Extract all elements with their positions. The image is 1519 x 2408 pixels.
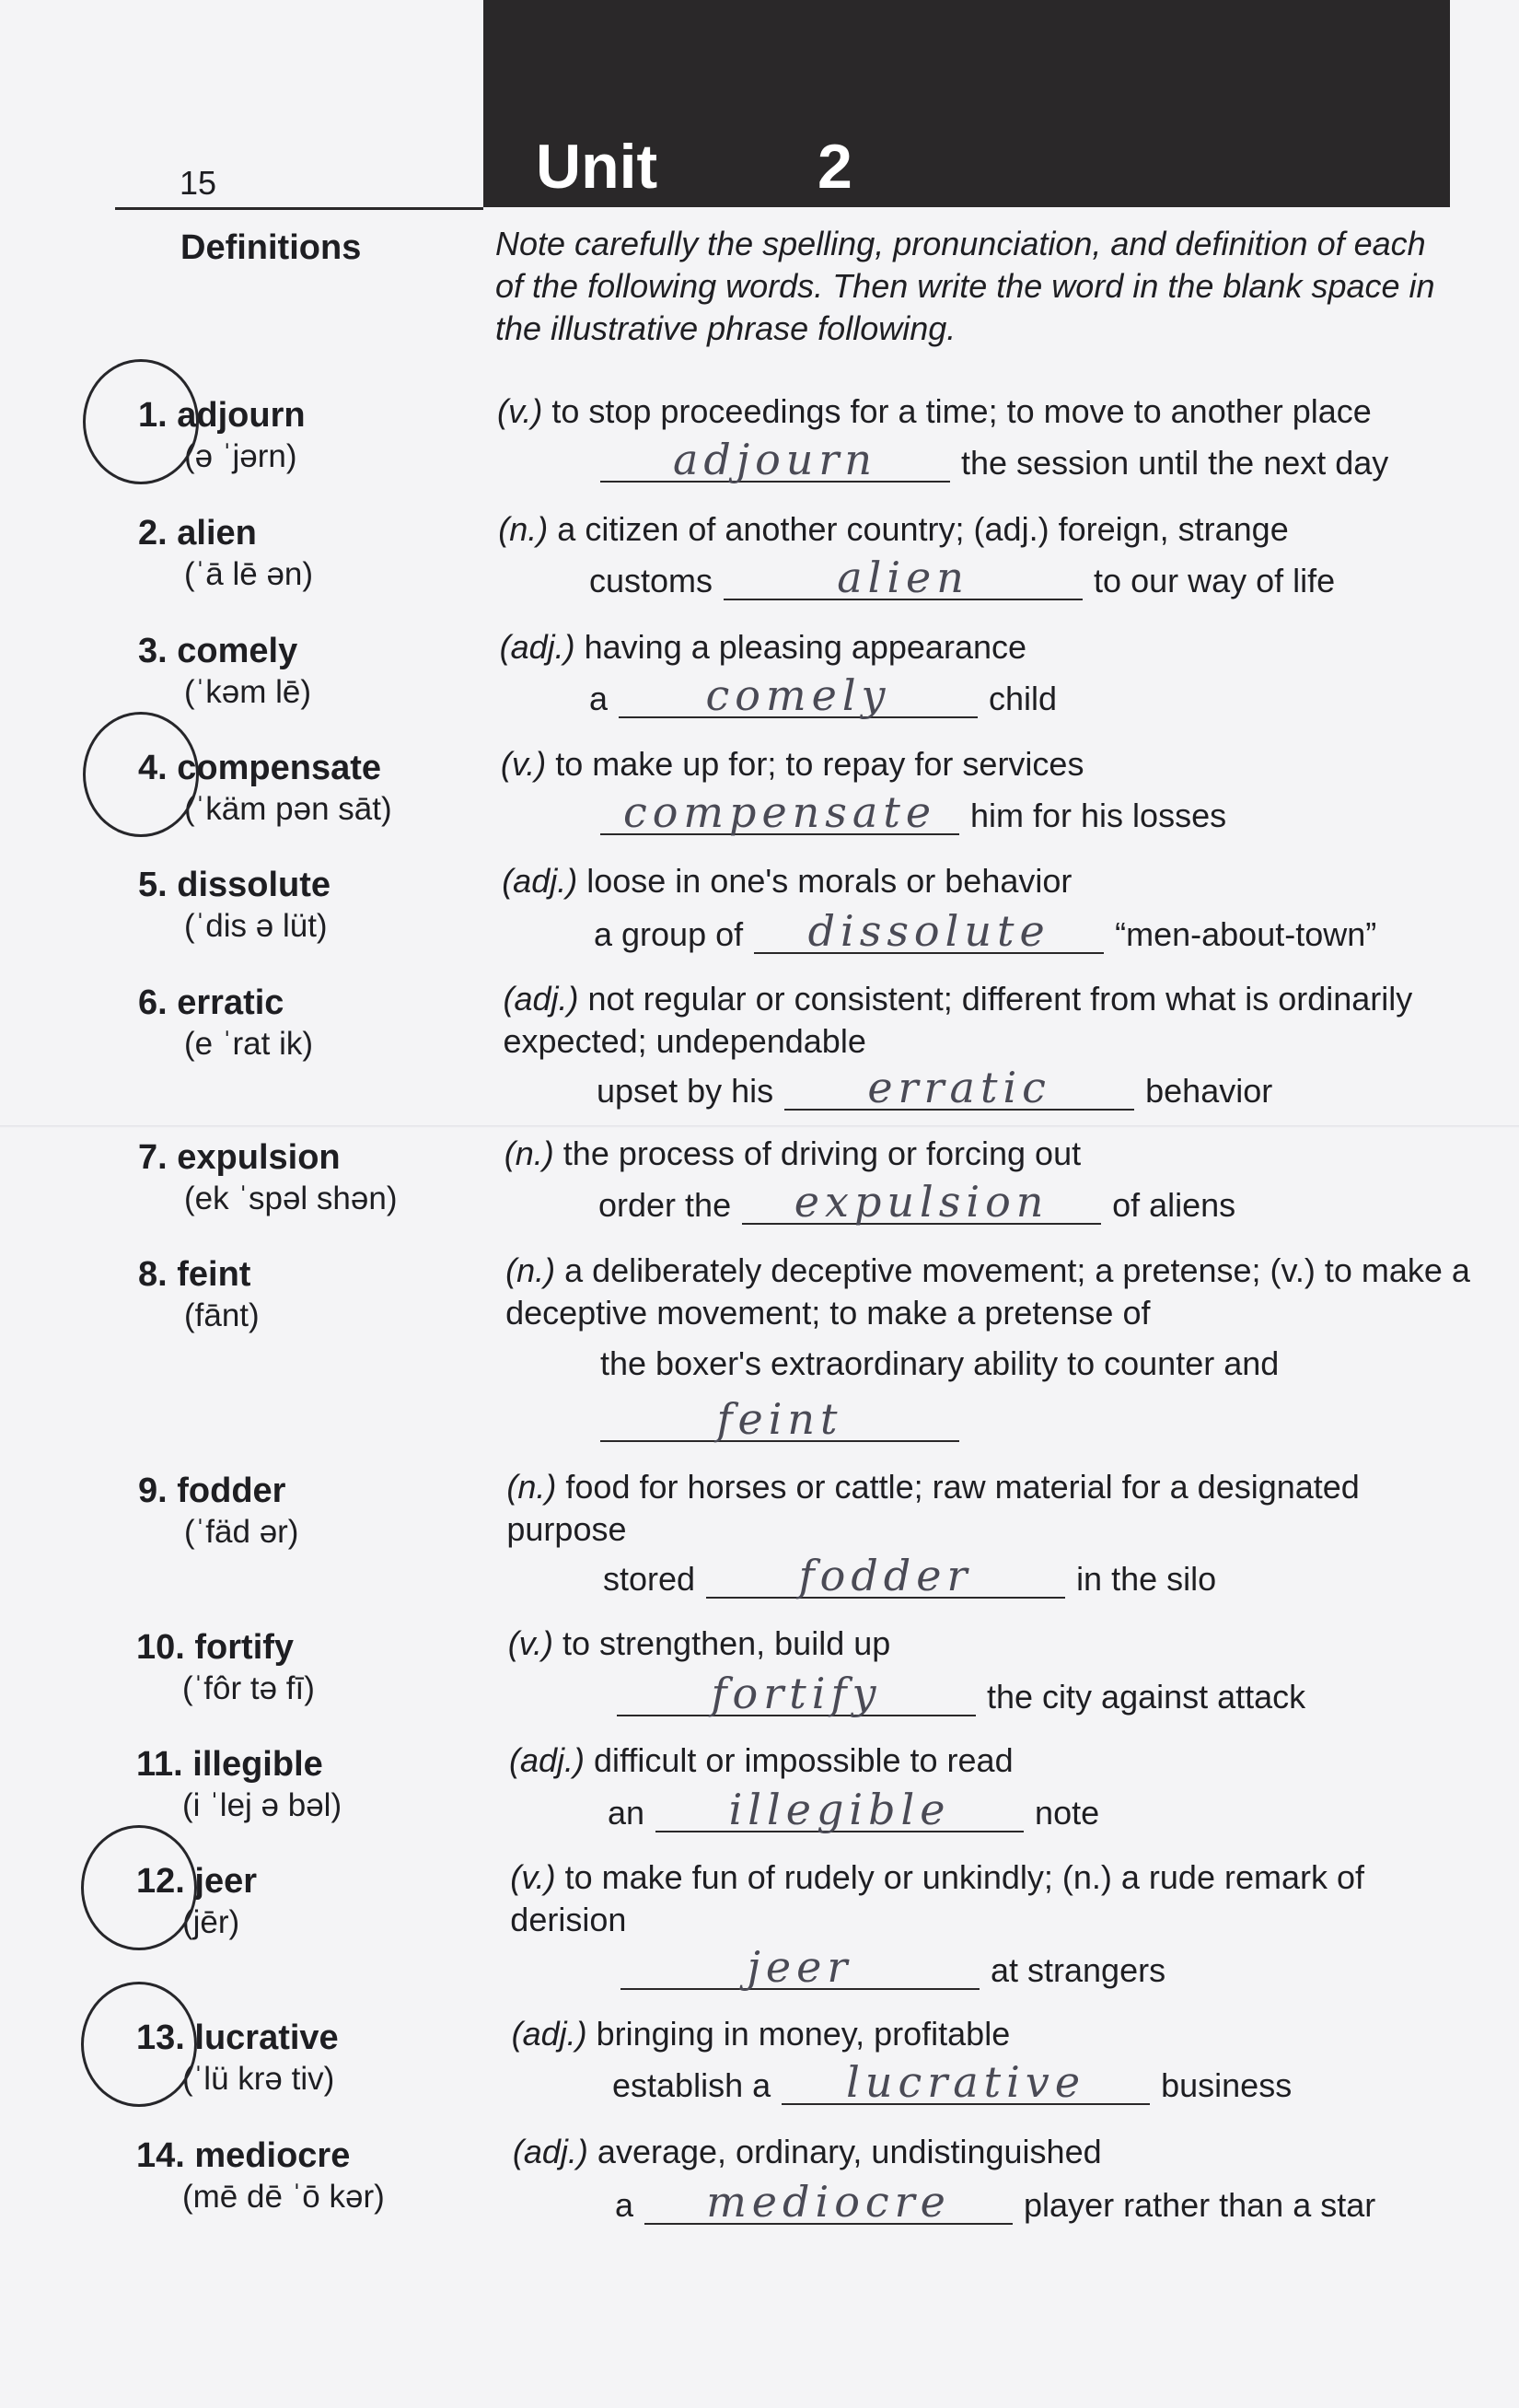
phrase-after: to our way of life (1094, 562, 1336, 599)
handwritten-answer: illegible (728, 1785, 951, 1834)
answer-blank[interactable] (619, 670, 978, 720)
instructions: Note carefully the spelling, pronunciation, and definition of each of the following words. Then write the word in the blank space in the illustrative phrase following. (495, 225, 1435, 347)
entry-pronunciation: (ə ˈjərn) (184, 438, 297, 474)
phrase-before: customs (589, 562, 713, 599)
illustrative-phrase (608, 1785, 1100, 1834)
handwritten-answer: compensate (622, 787, 937, 837)
definition-text: to stop proceedings for a time; to move to another place (542, 392, 1372, 430)
entry-definition (504, 1133, 1480, 1175)
handwritten-answer: jeer (747, 1942, 853, 1992)
definition-text: to make fun of rudely or unkindly; (n.) a rude remark of derision (510, 1858, 1365, 1938)
definition-text: the process of driving or forcing out (553, 1134, 1082, 1172)
phrase-after: business (1161, 2066, 1293, 2104)
illustrative-phrase (612, 2057, 1293, 2107)
unit-label: Unit (536, 132, 658, 202)
phrase-after: the city against attack (987, 1678, 1306, 1716)
entry-word: 12. jeer (136, 1862, 257, 1901)
answer-blank[interactable] (600, 787, 959, 837)
definition-text: not regular or consistent; different from what is ordinarily expected; undependable (503, 980, 1413, 1060)
phrase-after: at strangers (991, 1951, 1166, 1989)
phrase-after: note (1035, 1794, 1100, 1832)
answer-blank[interactable] (782, 2057, 1150, 2107)
answer-blank[interactable] (600, 435, 950, 484)
phrase-before: a (589, 680, 609, 717)
entry-pronunciation: (ˈfäd ər) (184, 1514, 299, 1550)
phrase-before: order the (598, 1186, 732, 1224)
illustrative-phrase (615, 2177, 1376, 2227)
phrase-before: establish a (612, 2066, 771, 2104)
entry-definition (512, 2013, 1488, 2055)
part-of-speech: (v.) (510, 1858, 556, 1896)
phrase-after: child (989, 680, 1058, 717)
phrase-before: an (608, 1794, 645, 1832)
entry-word: 8. feint (138, 1255, 251, 1294)
entry-pronunciation: (i ˈlej ə bəl) (182, 1787, 342, 1823)
answer-blank[interactable] (742, 1177, 1101, 1227)
answer-blank[interactable] (655, 1785, 1024, 1834)
pencil-circle-mark (81, 1825, 197, 1950)
part-of-speech: (adj.) (499, 628, 575, 666)
phrase-before: stored (603, 1560, 696, 1598)
entry-word: 10. fortify (136, 1628, 295, 1667)
entry-word: 11. illegible (136, 1745, 323, 1784)
entry-definition (504, 978, 1479, 1063)
phrase-after: behavior (1145, 1072, 1273, 1110)
phrase-after: in the silo (1076, 1560, 1217, 1598)
entry-definition (502, 860, 1478, 902)
unit-number: 2 (817, 132, 852, 202)
entry-pronunciation: (ˈā lē ən) (184, 556, 314, 592)
part-of-speech: (n.) (505, 1251, 556, 1289)
entry-definition (510, 1856, 1486, 1941)
phrase-before: a (615, 2186, 634, 2224)
entry-pronunciation: (ˈfôr tə fī) (182, 1670, 315, 1706)
answer-blank[interactable] (644, 2177, 1013, 2227)
definition-text: average, ordinary, undistinguished (587, 2133, 1102, 2170)
definition-text: difficult or impossible to read (585, 1741, 1014, 1779)
definitions-heading: Definitions (180, 228, 362, 267)
entry-pronunciation: (fānt) (184, 1297, 260, 1333)
entry-definition (505, 1250, 1481, 1334)
illustrative-phrase (597, 1063, 1273, 1112)
entry-definition (498, 508, 1474, 551)
illustrative-phrase (594, 906, 1377, 956)
entry-pronunciation: (ek ˈspəl shən) (184, 1181, 398, 1216)
handwritten-answer: expulsion (794, 1177, 1049, 1227)
entry-word: 5. dissolute (138, 866, 331, 904)
entry-word: 3. comely (138, 632, 298, 670)
handwritten-answer: erratic (867, 1063, 1051, 1112)
definition-text: to make up for; to repay for services (546, 745, 1084, 783)
illustrative-phrase (603, 1551, 1217, 1600)
answer-blank[interactable] (784, 1063, 1134, 1112)
entry-word: 2. alien (138, 514, 257, 553)
answer-blank[interactable] (706, 1551, 1065, 1600)
header-rule (115, 207, 483, 210)
illustrative-phrase (598, 1177, 1236, 1227)
definition-text: to strengthen, build up (553, 1624, 891, 1662)
answer-blank[interactable] (600, 1394, 959, 1444)
definition-text: a citizen of another country; (adj.) foreign, strange (548, 510, 1289, 548)
entry-definition (497, 390, 1473, 433)
handwritten-answer: fortify (711, 1669, 882, 1718)
part-of-speech: (n.) (506, 1468, 557, 1506)
phrase-before: upset by his (597, 1072, 774, 1110)
phrase-after: the session until the next day (961, 444, 1389, 482)
illustrative-phrase (589, 435, 1389, 484)
handwritten-answer: mediocre (706, 2177, 951, 2227)
illustrative-phrase (589, 670, 1058, 720)
pencil-circle-mark (81, 1982, 197, 2107)
entry-definition (508, 1623, 1484, 1665)
entry-pronunciation: (e ˈrat ik) (184, 1026, 313, 1062)
entry-pronunciation: (ˈlü krə tiv) (182, 2061, 335, 2097)
definition-text: food for horses or cattle; raw material for a designated purpose (506, 1468, 1360, 1548)
handwritten-answer: fodder (798, 1551, 973, 1600)
definition-text: having a pleasing appearance (574, 628, 1027, 666)
pencil-circle-mark (83, 712, 199, 837)
handwritten-answer: alien (837, 553, 969, 602)
answer-blank[interactable] (617, 1669, 976, 1718)
part-of-speech: (n.) (498, 510, 549, 548)
entry-pronunciation: (mē dē ˈō kər) (182, 2179, 385, 2215)
entry-definition (509, 1739, 1485, 1782)
page-number: 15 (180, 164, 217, 202)
handwritten-answer: lucrative (846, 2057, 1086, 2107)
phrase-before: a group of (594, 915, 744, 953)
handwritten-answer: comely (705, 670, 891, 720)
part-of-speech: (v.) (497, 392, 543, 430)
illustrative-phrase-line2 (589, 1394, 970, 1444)
handwritten-answer: feint (716, 1394, 843, 1444)
entry-word: 14. mediocre (136, 2136, 351, 2175)
entry-word: 4. compensate (138, 749, 381, 787)
part-of-speech: (v.) (507, 1624, 553, 1662)
part-of-speech: (adj.) (503, 980, 579, 1018)
illustrative-phrase (600, 1344, 1279, 1383)
entry-definition (501, 743, 1477, 785)
entry-pronunciation: (ˈkəm lē) (184, 674, 312, 710)
part-of-speech: (adj.) (502, 862, 578, 900)
phrase-after: player rather than a star (1024, 2186, 1376, 2224)
entry-word: 13. lucrative (136, 2018, 339, 2057)
entry-definition (513, 2131, 1489, 2173)
definition-text: bringing in money, profitable (586, 2015, 1011, 2053)
entry-pronunciation: (jēr) (182, 1904, 240, 1940)
answer-blank[interactable] (754, 906, 1104, 956)
part-of-speech: (v.) (500, 745, 547, 783)
entry-word: 7. expulsion (138, 1138, 341, 1177)
illustrative-phrase (606, 1669, 1306, 1718)
phrase-before: the boxer's extraordinary ability to counter and (600, 1344, 1280, 1382)
entry-word: 6. erratic (138, 983, 284, 1022)
entry-pronunciation: (ˈdis ə lüt) (184, 908, 328, 944)
pencil-circle-mark (83, 359, 199, 484)
handwritten-answer: adjourn (672, 435, 878, 484)
entry-definition (500, 626, 1476, 669)
entry-word: 1. adjourn (138, 396, 306, 435)
phrase-after: of aliens (1112, 1186, 1236, 1224)
entry-word: 9. fodder (138, 1472, 286, 1510)
answer-blank[interactable] (620, 1942, 980, 1992)
illustrative-phrase (589, 553, 1336, 602)
paper-fold (0, 1125, 1519, 1128)
part-of-speech: (adj.) (511, 2015, 587, 2053)
entry-pronunciation: (ˈkäm pən sāt) (184, 791, 392, 827)
definition-text: loose in one's morals or behavior (577, 862, 1073, 900)
entry-definition (506, 1466, 1482, 1551)
phrase-after: him for his losses (970, 797, 1227, 834)
part-of-speech: (adj.) (512, 2133, 588, 2170)
definition-text: a deliberately deceptive movement; a pretense; (v.) to make a deceptive movement; to make a pretense of (505, 1251, 1470, 1332)
answer-blank[interactable] (724, 553, 1083, 602)
handwritten-answer: dissolute (807, 906, 1050, 956)
part-of-speech: (adj.) (509, 1741, 586, 1779)
illustrative-phrase (609, 1942, 1166, 1992)
illustrative-phrase (589, 787, 1227, 837)
phrase-after: “men-about-town” (1115, 915, 1377, 953)
part-of-speech: (n.) (504, 1134, 554, 1172)
